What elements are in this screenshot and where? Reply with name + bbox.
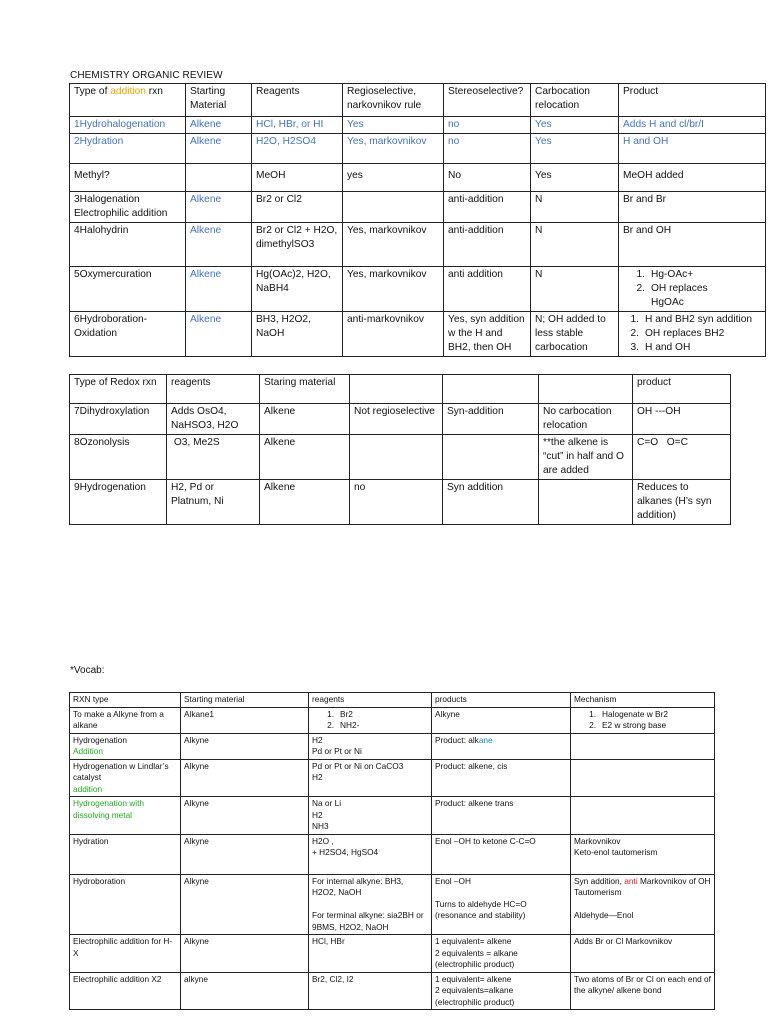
header-rxn-type: RXN type	[70, 693, 181, 708]
cell: Alkene	[260, 404, 350, 435]
cell: Na or Li H2 NH3	[309, 797, 432, 835]
header-blank	[350, 375, 443, 404]
cell: 7Dihydroxylation	[70, 404, 167, 435]
redox-reactions-table	[69, 374, 731, 525]
vocab-label: *Vocab:	[70, 665, 105, 676]
cell	[343, 192, 444, 223]
table-header-row	[70, 375, 731, 404]
cell: Yes, markovnikov	[343, 267, 444, 312]
cell: Methyl?	[70, 164, 186, 192]
cell: Br and OH	[619, 223, 766, 267]
table-row	[70, 312, 766, 357]
header-products: products	[432, 693, 571, 708]
cell: Br2 or Cl2	[252, 192, 343, 223]
cell: Not regioselective	[350, 404, 443, 435]
table-row	[70, 834, 715, 874]
list-item: Br2	[340, 708, 353, 719]
cell	[309, 707, 432, 733]
header-reagents: Reagents	[252, 84, 343, 117]
table-row	[70, 164, 766, 192]
header-type: Type of addition rxn	[70, 84, 186, 117]
cell: N	[531, 223, 619, 267]
cell: Alkyne	[181, 834, 309, 874]
cell: anti-markovnikov	[343, 312, 444, 357]
cell: Alkyne	[181, 797, 309, 835]
cell: C=O O=C	[633, 435, 731, 480]
cell: H2O , + H2SO4, HgSO4	[309, 834, 432, 874]
cell: Alkyne	[181, 935, 309, 973]
cell: 1 equivalent= alkene 2 equivalents = alkane (electrophilic product)	[432, 935, 571, 973]
cell: alkyne	[181, 972, 309, 1010]
cell: anti-addition	[444, 192, 531, 223]
cell: Syn-addition	[443, 404, 539, 435]
table-row	[70, 435, 731, 480]
cell: Syn addition, anti Markovnikov of OH Tautomerism Aldehyde—Enol	[571, 874, 715, 935]
alkyne-reactions-table	[69, 692, 715, 1010]
cell: Alkyne	[432, 707, 571, 733]
cell: Alkyne	[181, 874, 309, 935]
cell: Alkene	[186, 267, 252, 312]
header-starting-material: Starting Material	[186, 84, 252, 117]
cell: **the alkene is “cut” in half and O are added	[539, 435, 633, 480]
list-item: Halogenate w Br2	[602, 708, 668, 719]
table-row	[70, 480, 731, 525]
cell: 6Hydroboration-Oxidation	[70, 312, 186, 357]
cell: 1 equivalent= alkene 2 equivalents=alkane (electrophilic product)	[432, 972, 571, 1010]
cell: Hydrogenation with dissolving metal	[70, 797, 181, 835]
cell: H2O, H2SO4	[252, 134, 343, 164]
cell: Alkene	[186, 134, 252, 164]
addition-reactions-table	[69, 83, 766, 357]
cell: MeOH added	[619, 164, 766, 192]
table-row	[70, 267, 766, 312]
header-product: Product	[619, 84, 766, 117]
cell: For internal alkyne: BH3, H2O2, NaOH For terminal alkyne: sia2BH or 9BMS, H2O2, NaOH	[309, 874, 432, 935]
cell: H and OH	[619, 134, 766, 164]
cell: Yes, markovnikov	[343, 223, 444, 267]
cell: Adds OsO4, NaHSO3, H2O	[167, 404, 260, 435]
table-row	[70, 759, 715, 797]
header-mechanism: Mechanism	[571, 693, 715, 708]
list-item: E2 w strong base	[602, 720, 667, 730]
cell: Yes	[343, 117, 444, 134]
list-item: OH replaces BH2	[645, 328, 725, 339]
cell: Alkyne	[181, 733, 309, 759]
cell	[350, 435, 443, 480]
cell	[571, 797, 715, 835]
cell	[571, 733, 715, 759]
cell: Hydration	[70, 834, 181, 874]
header-product: product	[633, 375, 731, 404]
cell: no	[444, 117, 531, 134]
list-item: H and BH2 syn addition	[645, 314, 753, 325]
cell: Hydroboration	[70, 874, 181, 935]
cell: Yes	[531, 164, 619, 192]
cell: Alkene	[186, 223, 252, 267]
header-stereoselective: Stereoselective?	[444, 84, 531, 117]
table-header-row	[70, 84, 766, 117]
cell: Alkene	[186, 117, 252, 134]
cell: no	[350, 480, 443, 525]
cell	[443, 435, 539, 480]
cell: 3Halogenation Electrophilic addition	[70, 192, 186, 223]
cell: Hydrogenation w Lindlar’s catalyst addition	[70, 759, 181, 797]
cell: 4Halohydrin	[70, 223, 186, 267]
cell: HCl, HBr, or HI	[252, 117, 343, 134]
cell: Adds Br or Cl Markovnikov	[571, 935, 715, 973]
cell: Alkyne	[181, 759, 309, 797]
table-row	[70, 707, 715, 733]
cell: Yes	[531, 117, 619, 134]
cell: HCl, HBr	[309, 935, 432, 973]
cell: Electrophilic addition for H-X	[70, 935, 181, 973]
table-row	[70, 935, 715, 973]
header-starting-material: Staring material	[260, 375, 350, 404]
cell: No carbocation relocation	[539, 404, 633, 435]
table-row	[70, 874, 715, 935]
numbered-list: 1. H and BH2 syn addition 2. OH replaces BH2 3. H and OH	[623, 313, 761, 355]
numbered-list: 1. Halogenate w Br2 2. E2 w strong base	[589, 708, 668, 730]
cell: Alkane1	[181, 707, 309, 733]
header-type: Type of Redox rxn	[70, 375, 167, 404]
cell	[539, 480, 633, 525]
cell: No	[444, 164, 531, 192]
cell: OH ---OH	[633, 404, 731, 435]
cell: Syn addition	[443, 480, 539, 525]
table-row	[70, 972, 715, 1010]
cell: anti addition	[444, 267, 531, 312]
cell: 9Hydrogenation	[70, 480, 167, 525]
table-header-row	[70, 693, 715, 708]
cell: Markovnikov Keto-enol tautomerism	[571, 834, 715, 874]
cell: H2, Pd or Platnum, Ni	[167, 480, 260, 525]
table-row	[70, 223, 766, 267]
cell: H2 Pd or Pt or Ni	[309, 733, 432, 759]
cell: Product: alkene trans	[432, 797, 571, 835]
list-item: H and OH	[645, 342, 691, 353]
table-row	[70, 117, 766, 134]
cell: anti-addition	[444, 223, 531, 267]
cell: Enol –OH Turns to aldehyde HC=O (resonance and stability)	[432, 874, 571, 935]
cell: 1Hydrohalogenation	[70, 117, 186, 134]
cell: Yes	[531, 134, 619, 164]
cell: 2Hydration	[70, 134, 186, 164]
cell: Br and Br	[619, 192, 766, 223]
numbered-list: 1. Br2 2. NH2-	[327, 708, 360, 730]
cell: Enol –OH to ketone C-C=O	[432, 834, 571, 874]
cell: Product: alkene, cis	[432, 759, 571, 797]
cell: N; OH added to less stable carbocation	[531, 312, 619, 357]
cell	[186, 164, 252, 192]
cell: Br2 or Cl2 + H2O, dimethylSO3	[252, 223, 343, 267]
header-blank	[539, 375, 633, 404]
cell: Yes, syn addition w the H and BH2, then OH	[444, 312, 531, 357]
header-starting-material: Starting material	[181, 693, 309, 708]
cell: Adds H and cl/br/I	[619, 117, 766, 134]
cell	[619, 267, 766, 312]
table-row	[70, 404, 731, 435]
cell: Hg(OAc)2, H2O, NaBH4	[252, 267, 343, 312]
cell: O3, Me2S	[167, 435, 260, 480]
cell: Electrophilic addition X2	[70, 972, 181, 1010]
header-regioselective: Regioselective, narkovnikov rule	[343, 84, 444, 117]
header-blank	[443, 375, 539, 404]
list-item: OH replaces HgOAc	[651, 283, 708, 308]
header-carbocation: Carbocation relocation	[531, 84, 619, 117]
cell: 8Ozonolysis	[70, 435, 167, 480]
cell: Alkene	[186, 192, 252, 223]
addition-tag: addition	[73, 783, 103, 794]
header-reagents: reagents	[309, 693, 432, 708]
cell	[571, 707, 715, 733]
cell: Alkene	[260, 480, 350, 525]
cell: Product: alkane	[432, 733, 571, 759]
cell: Hydrogenation Addition	[70, 733, 181, 759]
cell: Two atoms of Br or Cl on each end of the alkyne/ alkene bond	[571, 972, 715, 1010]
cell: Br2, Cl2, I2	[309, 972, 432, 1010]
cell: Pd or Pt or Ni on CaCO3 H2	[309, 759, 432, 797]
cell: Yes, markovnikov	[343, 134, 444, 164]
header-reagents: reagents	[167, 375, 260, 404]
cell: Reduces to alkanes (H’s syn addition)	[633, 480, 731, 525]
cell: 5Oxymercuration	[70, 267, 186, 312]
cell: N	[531, 267, 619, 312]
cell: Alkene	[260, 435, 350, 480]
cell: N	[531, 192, 619, 223]
cell: no	[444, 134, 531, 164]
numbered-list: 1. Hg-OAc+ 2. OH replaces HgOAc	[623, 268, 761, 310]
addition-tag: Addition	[73, 746, 103, 756]
cell: To make a Alkyne from a alkane	[70, 707, 181, 733]
cell: MeOH	[252, 164, 343, 192]
table-row	[70, 192, 766, 223]
list-item: Hg-OAc+	[651, 269, 694, 280]
cell: yes	[343, 164, 444, 192]
cell: BH3, H2O2, NaOH	[252, 312, 343, 357]
page-title: CHEMISTRY ORGANIC REVIEW	[70, 70, 223, 81]
table-row	[70, 134, 766, 164]
list-item: NH2-	[340, 720, 360, 730]
cell	[571, 759, 715, 797]
table-row	[70, 733, 715, 759]
table-row	[70, 797, 715, 835]
cell	[619, 312, 766, 357]
cell: Alkene	[186, 312, 252, 357]
